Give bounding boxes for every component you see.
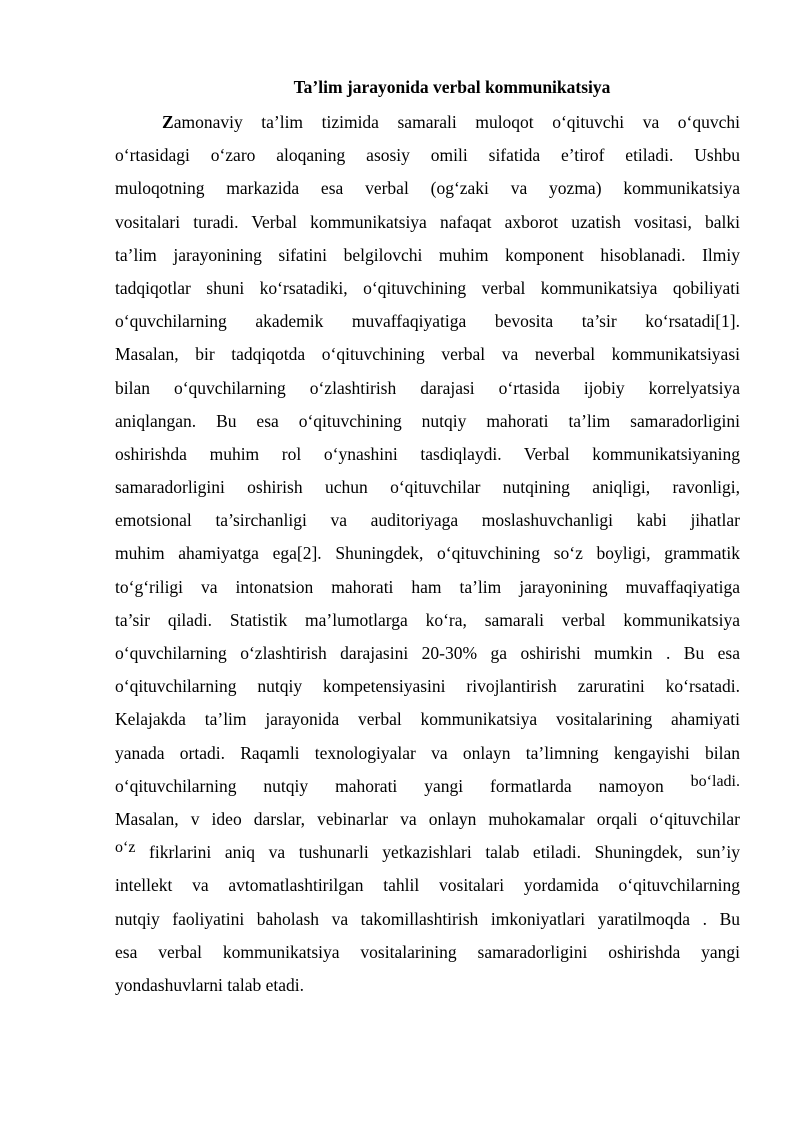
- text-line: muloqotning markazida esa verbal (og‘zaki va yozma) kommunikatsiya: [115, 178, 740, 199]
- text-line: Masalan, v ideo darslar, vebinarlar va onlayn muhokamalar orqali o‘qituvchilar: [115, 808, 740, 829]
- text-line: Masalan, bir tadqiqotda o‘qituvchining verbal va neverbal kommunikatsiyasi: [115, 344, 740, 365]
- text-line: aniqlangan. Bu esa o‘qituvchining nutqiy mahorati ta’lim samaradorligini: [115, 410, 740, 431]
- text-line: samaradorligini oshirish uchun o‘qituvchilar nutqining aniqligi, ravonligi,: [115, 477, 740, 498]
- text-line: muhim ahamiyatga ega[2]. Shuningdek, o‘qituvchining so‘z boyligi, grammatik: [115, 543, 740, 564]
- text-line: intellekt va avtomatlashtirilgan tahlil vositalari yordamida o‘qituvchilarning: [115, 875, 740, 896]
- text-line: yondashuvlarni talab etadi.: [115, 974, 305, 995]
- text-line: o‘rtasidagi o‘zaro aloqaning asosiy omili sifatida e’tirof etiladi. Ushbu: [115, 145, 740, 166]
- text-line: o‘quvchilarning o‘zlashtirish darajasini 20-30% ga oshirishi mumkin . Bu esa: [115, 643, 740, 663]
- text-line: ta’lim jarayonining sifatini belgilovchi muhim komponent hisoblanadi. Ilmiy: [115, 244, 740, 265]
- text-line: Kelajakda ta’lim jarayonida verbal kommunikatsiya vositalarining ahamiyati: [115, 709, 740, 730]
- text-line: nutqiy faoliyatini baholash va takomillashtirish imkoniyatlari yaratilmoqda . Bu: [115, 908, 740, 929]
- text-line: yanada ortadi. Raqamli texnologiyalar va onlayn ta’limning kengayishi bilan: [115, 742, 740, 763]
- initial-letter: Z: [162, 112, 174, 132]
- text-line: Zamonaviy ta’lim tizimida samarali muloqot o‘qituvchi va o‘quvchi: [162, 112, 740, 132]
- text-line: oshirishda muhim rol o‘ynashini tasdiqlaydi. Verbal kommunikatsiyaning: [115, 443, 740, 464]
- raised-word: bo‘ladi.: [690, 772, 740, 790]
- text-line: o‘qituvchilarning nutqiy mahorati yangi formatlarda namoyon bo‘ladi.: [115, 772, 740, 796]
- text-line: o‘quvchilarning akademik muvaffaqiyatiga bevosita ta’sir ko‘rsatadi[1].: [115, 311, 740, 332]
- raised-word: o‘z: [115, 839, 136, 857]
- text-line: ta’sir qiladi. Statistik ma’lumotlarga ko‘ra, samarali verbal kommunikatsiya: [115, 609, 740, 630]
- body-paragraph: [115, 106, 740, 1002]
- text-line: vositalari turadi. Verbal kommunikatsiya nafaqat axborot uzatish vositasi, balki: [115, 211, 740, 232]
- text-line: tadqiqotlar shuni ko‘rsatadiki, o‘qituvchining verbal kommunikatsiya qobiliyati: [115, 277, 740, 298]
- text-line: o‘qituvchilarning nutqiy kompetensiyasini rivojlantirish zaruratini ko‘rsatadi.: [115, 676, 740, 697]
- text-line: esa verbal kommunikatsiya vositalarining samaradorligini oshirishda yangi: [115, 941, 740, 962]
- document-title: Ta’lim jarayonida verbal kommunikatsiya: [293, 77, 611, 97]
- text-line: to‘g‘riligi va intonatsion mahorati ham ta’lim jarayonining muvaffaqiyatiga: [115, 576, 740, 597]
- text-line: bilan o‘quvchilarning o‘zlashtirish darajasi o‘rtasida ijobiy korrelyatsiya: [115, 377, 740, 398]
- text-line: o‘z fikrlarini aniq va tushunarli yetkazishlari talab etiladi. Shuningdek, sun’iy: [115, 839, 740, 863]
- text-line: emotsional ta’sirchanligi va auditoriyaga moslashuvchanligi kabi jihatlar: [115, 510, 740, 531]
